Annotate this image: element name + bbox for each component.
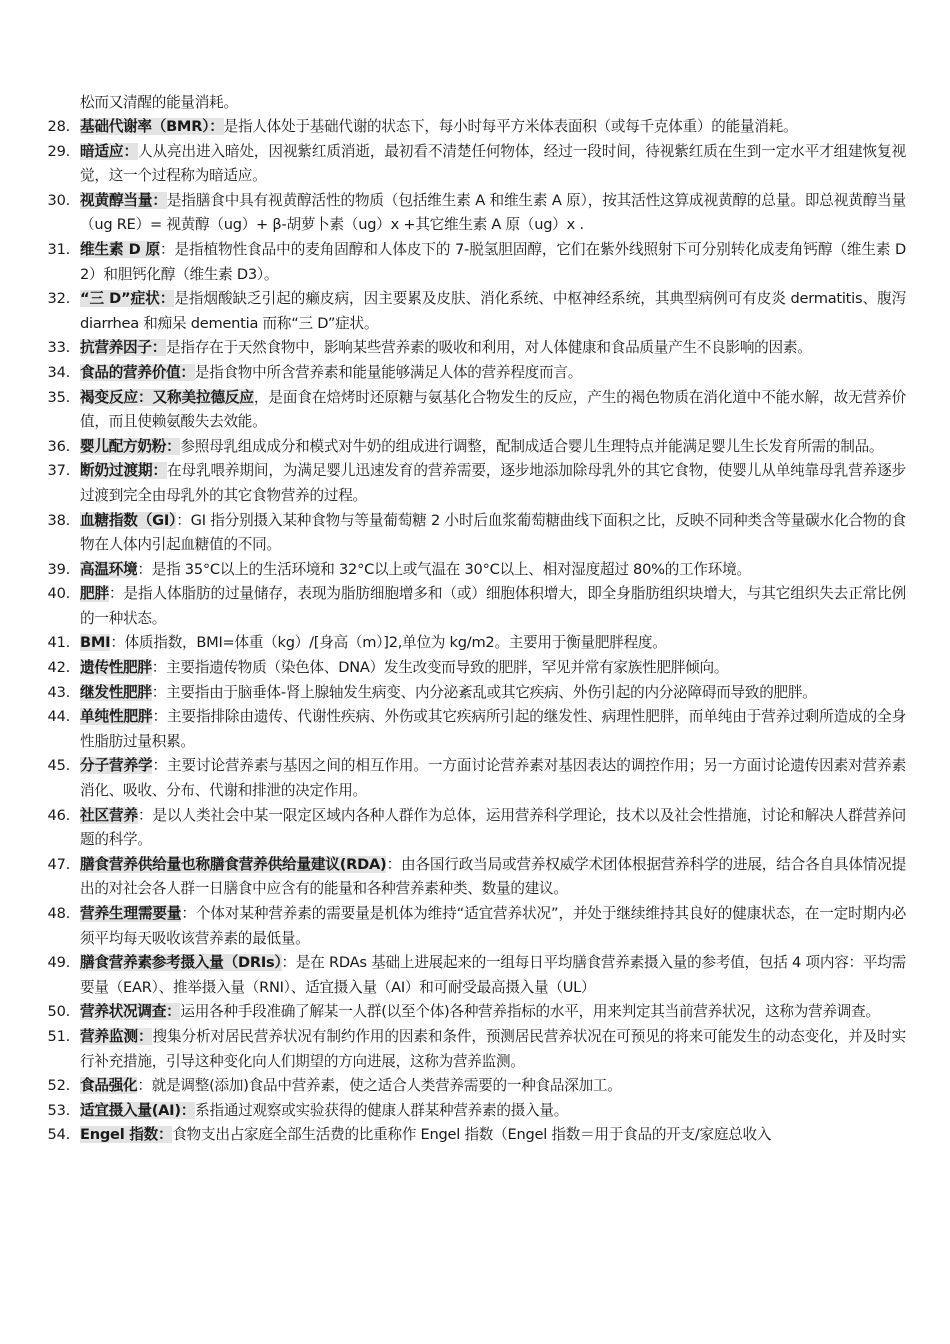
item-term: 食品强化	[80, 1077, 138, 1095]
glossary-item	[0, 681, 950, 706]
item-term: 继发性肥胖	[80, 683, 152, 701]
item-number: 33.	[47, 339, 70, 357]
item-definition: 食物支出占家庭全部生活费的比重称作 Engel 指数（Engel 指数＝用于食品的开支/家庭总收入	[172, 1126, 772, 1144]
item-number: 52.	[47, 1077, 70, 1095]
item-number: 31.	[47, 240, 70, 258]
item-definition: ：主要指遗传物质（染色体、DNA）发生改变而导致的肥胖，罕见并常有家族性肥胖倾向。	[151, 659, 729, 677]
item-definition: 在母乳喂养期间，为满足婴儿迅速发育的营养需要，逐步地添加除母乳外的其它食物，使婴儿从单纯靠母乳营养逐步过渡到完全由母乳外的其它食物营养的过程。	[80, 462, 906, 504]
item-definition: ：由各国行政当局或营养权威学术团体根据营养科学的进展，结合各自具体情况提出的对社会各人群一日膳食中应含有的能量和各种营养素种类、数量的建议。	[80, 855, 906, 898]
item-definition: ：主要讨论营养素与基因之间的相互作用。一方面讨论营养素对基因表达的调控作用；另一方面讨论遗传因素对营养素消化、吸收、分布、代谢和排泄的决定作用。	[80, 757, 906, 800]
item-number: 28.	[47, 118, 70, 135]
item-number: 50.	[47, 1003, 70, 1021]
glossary-item	[0, 902, 950, 951]
item-number: 39.	[47, 560, 70, 578]
item-definition: ，是面食在焙烤时还原糖与氨基化合物发生的反应，产生的褐色物质在消化道中不能水解，故无营养价值，而且使赖氨酸失去效能。	[80, 388, 906, 431]
continuation-text: 松而又清醒的能量消耗。	[80, 94, 238, 111]
item-term: 视黄醇当量：	[80, 191, 167, 209]
glossary-item	[0, 656, 950, 681]
item-definition: 人从亮出进入暗处，因视紫红质消逝，最初看不清楚任何物体，经过一段时间，待视紫红质在生到一定水平才组建恢复视觉，这一个过程称为暗适应。	[80, 142, 906, 185]
item-definition: ：主要指排除由遗传、代谢性疾病、外伤或其它疾病所引起的继发性、病理性肥胖，而单纯由于营养过剩所造成的全身性脂肪过量积累。	[80, 708, 906, 750]
item-number: 53.	[47, 1101, 70, 1119]
glossary-item	[0, 189, 950, 238]
glossary-item	[0, 705, 950, 754]
item-term: 适宜摄入量(AI)：	[80, 1101, 196, 1119]
item-definition: ：个体对某种营养素的需要量是机体为维持“适宜营养状况”，并处于继续维持其良好的健康状态，在一定时期内必须平均每天吸收该营养素的最低量。	[80, 905, 906, 947]
glossary-item	[0, 361, 950, 386]
glossary-item	[0, 1025, 950, 1074]
item-term: 肥胖	[80, 585, 109, 603]
item-definition: 是指存在于天然食物中，影响某些营养素的吸收和利用，对人体健康和食品质量产生不良影响的因素。	[166, 339, 812, 357]
item-number: 43.	[47, 683, 70, 701]
item-term: BMI	[80, 634, 111, 652]
item-definition: ：是指人体脂肪的过量储存，表现为脂肪细胞增多和（或）细胞体积增大，即全身脂肪组织块增大，与其它组织失去正常比例的一种状态。	[80, 585, 906, 627]
item-number: 45.	[47, 757, 70, 775]
item-number: 32.	[47, 290, 70, 308]
glossary-item	[0, 336, 950, 361]
glossary-list	[0, 115, 950, 1148]
item-number: 44.	[47, 708, 70, 726]
item-definition: ：体质指数，BMI=体重（kg）/[身高（m）]2,单位为 kg/m2。主要用于衡量肥胖程度。	[110, 634, 667, 652]
item-term: Engel 指数：	[80, 1126, 173, 1144]
item-number: 46.	[47, 806, 70, 824]
item-definition: 是指人体处于基础代谢的状态下，每小时每平方米体表面积（或每千克体重）的能量消耗。	[223, 118, 798, 135]
glossary-item	[0, 804, 950, 853]
glossary-item	[0, 754, 950, 803]
item-term: 社区营养	[80, 806, 138, 824]
item-number: 42.	[47, 659, 70, 677]
glossary-item	[0, 1099, 950, 1124]
item-definition: 参照母乳组成成分和模式对牛奶的组成进行调整，配制成适合婴儿生理特点并能满足婴儿生长发育所需的制品。	[180, 437, 884, 455]
item-definition: 搜集分析对居民营养状况有制约作用的因素和条件，预测居民营养状况在可预见的将来可能发生的动态变化，并及时实行补充措施，引导这种变化向人们期望的方向进展，这称为营养监测。	[80, 1027, 906, 1070]
item-number: 48.	[47, 905, 70, 922]
item-term: 分子营养学	[80, 757, 153, 775]
item-term: “三 D”症状：	[80, 290, 175, 308]
item-number: 41.	[47, 634, 70, 652]
glossary-item	[0, 582, 950, 631]
item-term: 高温环境	[80, 560, 138, 578]
item-term: 婴儿配方奶粉：	[80, 437, 181, 455]
item-term: 维生素 D 原	[80, 240, 160, 258]
glossary-item	[0, 140, 950, 189]
item-term: 单纯性肥胖	[80, 708, 153, 726]
glossary-item	[0, 853, 950, 902]
item-term: 营养状况调查：	[80, 1003, 181, 1021]
item-number: 38.	[47, 511, 70, 529]
item-definition: ：GI 指分别摄入某种食物与等量葡萄糖 2 小时后血浆葡萄糖曲线下面积之比，反映不同种类含等量碳水化合物的食物在人体内引起血糖值的不同。	[80, 511, 907, 554]
item-term: 营养生理需要量	[80, 905, 182, 922]
item-term: 遗传性肥胖	[80, 659, 152, 677]
glossary-item	[0, 287, 950, 336]
glossary-item	[0, 386, 950, 435]
item-number: 54.	[47, 1126, 70, 1144]
glossary-item	[0, 558, 950, 583]
glossary-item	[0, 459, 950, 508]
item-number: 36.	[47, 437, 70, 455]
glossary-item	[0, 631, 950, 656]
item-definition: 是指膳食中具有视黄醇活性的物质（包括维生素 A 和维生素 A 原），按其活性这算成视黄醇的总量。即总视黄醇当量（ug RE）= 视黄醇（ug）+ β-胡萝卜素（ug）x +其它维生素 A 原（ug）x .	[80, 191, 906, 234]
item-term: 血糖指数（GI）	[80, 511, 177, 529]
item-definition: 是指烟酸缺乏引起的癞皮病，因主要累及皮肤、消化系统、中枢神经系统，其典型病例可有皮炎 dermatitis、腹泻 diarrhea 和痴呆 dementia 而称“三 D”症状。	[80, 290, 906, 332]
item-definition: ：主要指由于脑垂体-肾上腺轴发生病变、内分泌紊乱或其它疾病、外伤引起的内分泌障碍而导致的肥胖。	[151, 683, 817, 701]
item-number: 34.	[47, 363, 70, 381]
item-number: 47.	[47, 855, 70, 873]
glossary-item	[0, 951, 950, 1000]
glossary-item	[0, 1074, 950, 1099]
glossary-item	[0, 1123, 950, 1148]
item-term: 营养监测：	[80, 1027, 153, 1045]
item-term: 基础代谢率（BMR）：	[80, 118, 224, 135]
item-definition: ：就是调整(添加)食品中营养素，使之适合人类营养需要的一种食品深加工。	[137, 1077, 622, 1095]
item-definition: ：是指植物性食品中的麦角固醇和人体皮下的 7-脱氢胆固醇，它们在紫外线照射下可分别转化成麦角钙醇（维生素 D2）和胆钙化醇（维生素 D3）。	[80, 240, 906, 283]
glossary-item	[0, 509, 950, 558]
item-number: 51.	[47, 1027, 70, 1045]
glossary-item	[0, 238, 950, 287]
item-number: 40.	[47, 585, 70, 603]
item-term: 褐变反应：又称美拉德反应	[80, 388, 254, 406]
item-number: 49.	[47, 954, 70, 972]
item-term: 暗适应：	[80, 142, 138, 160]
item-definition: ：是在 RDAs 基础上进展起来的一组每日平均膳食营养素摄入量的参考值，包括 4 项内容：平均需要量（EAR）、推举摄入量（RNI）、适宜摄入量（AI）和可耐受最高摄入量（UL）	[80, 954, 906, 996]
item-number: 30.	[47, 191, 70, 209]
item-definition: 系指通过观察或实验获得的健康人群某种营养素的摄入量。	[195, 1101, 569, 1119]
item-definition: 是指食物中所含营养素和能量能够满足人体的营养程度而言。	[194, 363, 583, 381]
item-definition: ：是以人类社会中某一限定区域内各种人群作为总体，运用营养科学理论，技术以及社会性措施，讨论和解决人群营养问题的科学。	[80, 806, 906, 849]
item-definition: ：是指 35°C以上的生活环境和 32°C以上或气温在 30°C以上、相对湿度超过 80%的工作环境。	[137, 560, 751, 578]
glossary-item	[0, 435, 950, 460]
item-number: 29.	[47, 142, 70, 160]
item-term: 膳食营养素参考摄入量（DRIs）	[80, 954, 282, 972]
item-term: 断奶过渡期：	[80, 462, 167, 480]
glossary-item	[0, 1000, 950, 1025]
item-definition: 运用各种手段准确了解某一人群(以至个体)各种营养指标的水平，用来判定其当前营养状况，这称为营养调查。	[180, 1003, 880, 1021]
item-term: 膳食营养供给量也称膳食营养供给量建议(RDA)	[80, 855, 387, 873]
item-number: 37.	[47, 462, 70, 480]
item-number: 35.	[47, 388, 70, 406]
item-term: 抗营养因子：	[80, 339, 167, 357]
glossary-item	[0, 115, 950, 140]
item-term: 食品的营养价值：	[80, 363, 195, 381]
